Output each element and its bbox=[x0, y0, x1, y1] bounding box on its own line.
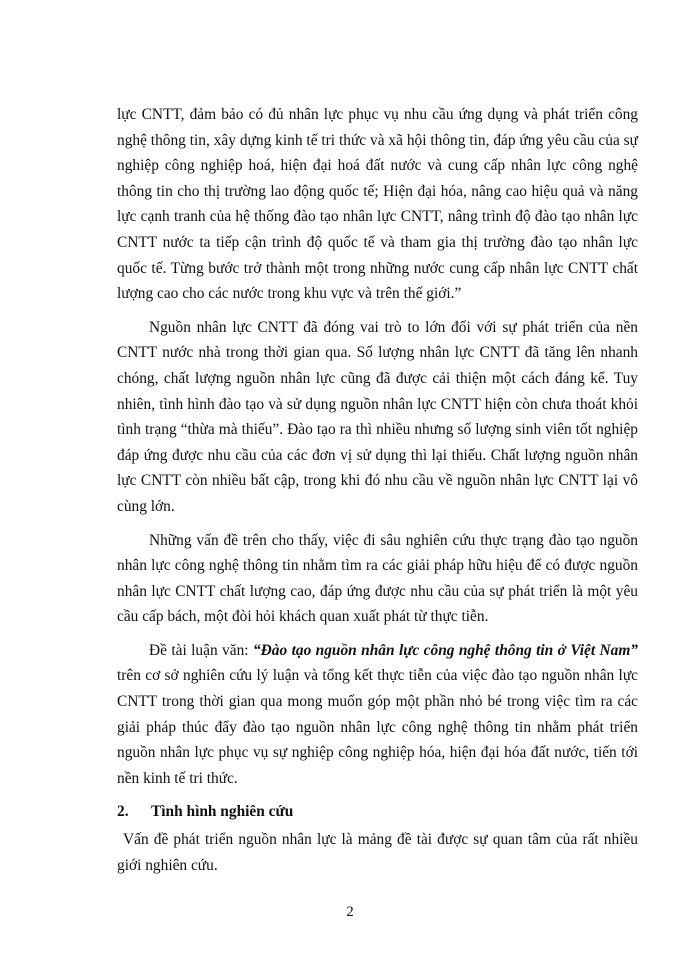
section-heading bbox=[117, 799, 638, 825]
paragraph-1: lực CNTT, đảm bảo có đủ nhân lực phục vụ nhu cầu ứng dụng và phát triển công nghệ thông tin, xây dựng kinh tế tri thức và xã hội thông tin, đáp ứng yêu cầu của sự nghiệp công nghiệp hoá, hiện đại hoá đất nước và cung cấp nhân lực công nghệ thông tin cho thị trường lao động quốc tế; Hiện đại hóa, nâng cao hiệu quả và năng lực cạnh tranh của hệ thống đào tạo nhân lực CNTT, nâng trình độ đào tạo nhân lực CNTT nước ta tiếp cận trình độ quốc tế và tham gia thị trường đào tạo nhân lực quốc tế. Từng bước trở thành một trong những nước cung cấp nhân lực CNTT chất lượng cao cho các nước trong khu vực và trên thế giới.” bbox=[117, 106, 638, 303]
section-number: 2. bbox=[117, 803, 129, 821]
thesis-title: “Đào tạo nguồn nhân lực công nghệ thông tin ở Việt Nam” bbox=[252, 641, 639, 659]
section-title: Tình hình nghiên cứu bbox=[151, 803, 294, 821]
paragraph-2: Nguồn nhân lực CNTT đã đóng vai trò to lớn đối với sự phát triển của nền CNTT nước nhà trong thời gian qua. Số lượng nhân lực CNTT đã tăng lên nhanh chóng, chất lượng nguồn nhân lực cũng đã được cải thiện một cách đáng kể. Tuy nhiên, tình hình đào tạo và sử dụng nguồn nhân lực CNTT hiện còn chưa thoát khỏi tình trạng “thừa mà thiếu”. Đào tạo ra thì nhiều nhưng số lượng sinh viên tốt nghiệp đáp ứng được nhu cầu của các đơn vị sử dụng thì lại thiếu. Chất lượng nguồn nhân lực CNTT còn nhiều bất cập, trong khi đó nhu cầu về nguồn nhân lực CNTT lại vô cùng lớn. bbox=[117, 318, 638, 515]
paragraph-4-rest: trên cơ sở nghiên cứu lý luận và tổng kết thực tiễn của việc đào tạo nguồn nhân lực CNTT trong thời gian qua mong muốn góp một phần nhỏ bé trong việc tìm ra các giải pháp thúc đẩy đào tạo nguồn nhân lực công nghệ thông tin nhằm phát triển nguồn nhân lực phục vụ sự nghiệp công nghiệp hóa, hiện đại hóa đất nước, tiến tới nền kinh tế tri thức. bbox=[117, 667, 638, 787]
paragraph-5: Vấn đề phát triển nguồn nhân lực là mảng đề tài được sự quan tâm của rất nhiều giới nghiên cứu. bbox=[117, 831, 638, 874]
paragraph-3: Những vấn đề trên cho thấy, việc đi sâu nghiên cứu thực trạng đào tạo nguồn nhân lực công nghệ thông tin nhằm tìm ra các giải pháp hữu hiệu để có được nguồn nhân lực CNTT chất lượng cao, đáp ứng được nhu cầu của sự phát triển là một yêu cầu cấp bách, một đòi hỏi khách quan xuất phát từ thực tiễn. bbox=[117, 531, 638, 626]
paragraph-4-lead: Đề tài luận văn: bbox=[149, 641, 253, 659]
page-number: 2 bbox=[346, 904, 354, 920]
paragraph-4 bbox=[117, 638, 638, 792]
